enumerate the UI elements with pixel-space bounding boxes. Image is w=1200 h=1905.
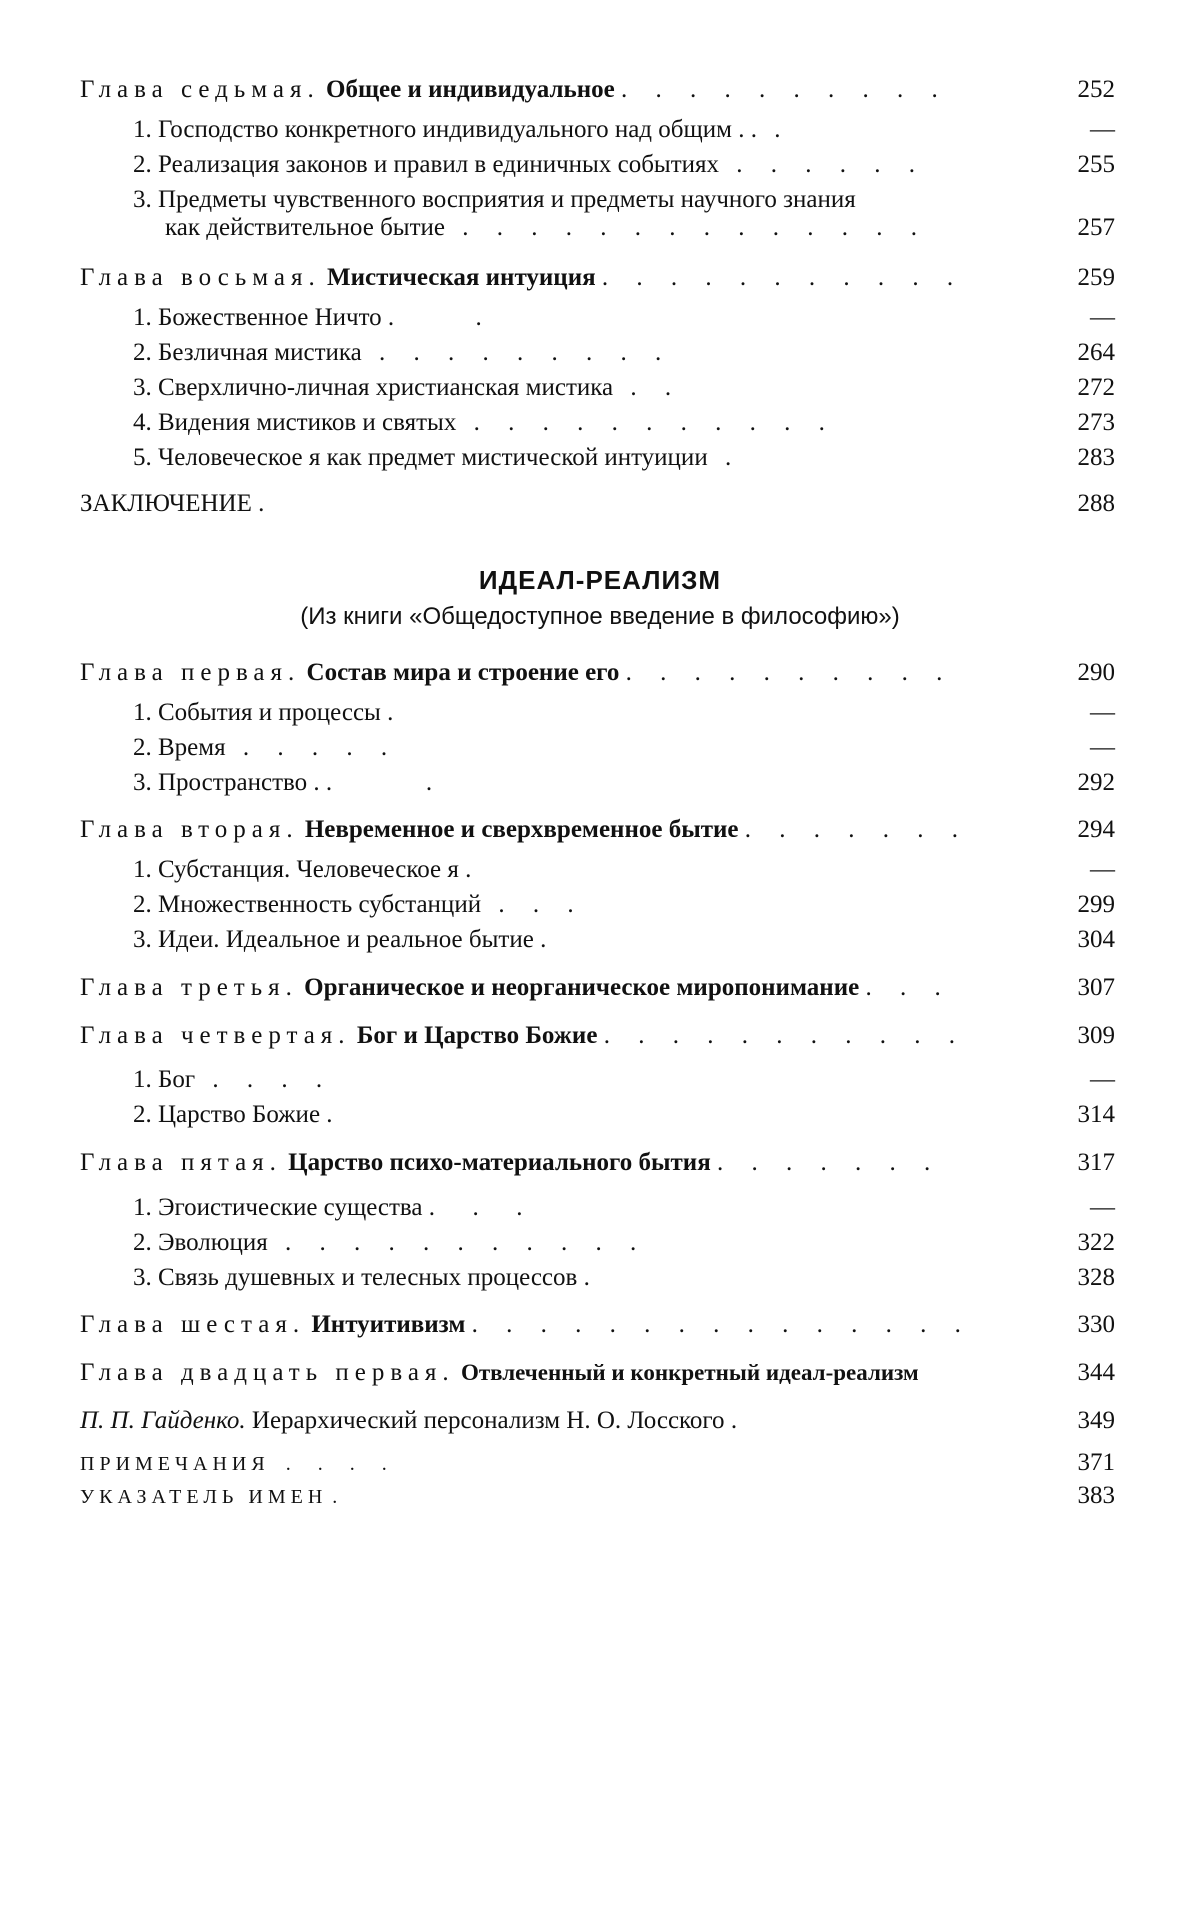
page-number: 344 — [1077, 1359, 1115, 1386]
chapter-title: Состав мира и строение его — [306, 659, 620, 686]
toc-item — [0, 730, 1200, 766]
leader-dots: . — [533, 926, 547, 953]
leader-dots: . . . — [481, 891, 585, 918]
leader-dots: . . . — [865, 974, 952, 1001]
toc-item — [0, 887, 1200, 923]
toc-item — [0, 765, 1200, 801]
section-title: ИДЕАЛ-РЕАЛИЗМ — [478, 565, 722, 595]
toc-item — [0, 335, 1200, 371]
toc-item — [0, 1260, 1200, 1296]
page-number: 299 — [1077, 891, 1115, 918]
toc-conclusion — [0, 486, 1200, 522]
page-number: 283 — [1077, 444, 1115, 471]
page-number: 288 — [1077, 490, 1115, 517]
chapter-prefix: Глава вторая. — [80, 816, 299, 843]
item-text: 3. Связь душевных и телесных процессов — [133, 1264, 578, 1291]
page-number: — — [1090, 1194, 1115, 1221]
page-number: 252 — [1077, 76, 1115, 103]
chapter-prefix: Глава седьмая. — [80, 76, 320, 103]
page-number: 290 — [1077, 659, 1115, 686]
index-label: УКАЗАТЕЛЬ ИМЕН — [80, 1486, 328, 1508]
leader-dots: . . . . . . . . . . . . . . . — [471, 1311, 972, 1338]
item-text: 2. Эволюция — [133, 1229, 268, 1256]
leader-dots: . — [394, 304, 482, 331]
toc-chapter-1 — [0, 655, 1200, 691]
toc-item — [0, 405, 1200, 441]
page-number: 264 — [1077, 339, 1115, 366]
item-text: 3. Пространство — [133, 769, 308, 796]
toc-item — [0, 1190, 1200, 1226]
toc-item — [0, 1062, 1200, 1098]
leader-dots: . . . . . — [225, 734, 399, 761]
toc-chapter-5 — [0, 1145, 1200, 1181]
chapter-title: Царство психо-материального бытия — [288, 1149, 711, 1176]
leader-dots: . — [251, 490, 265, 517]
section-subtitle: (Из книги «Общедоступное введение в философию») — [300, 603, 900, 630]
leader-dots: . . . . . . . . . . . — [601, 264, 965, 291]
leader-dots: . . . . . . — [719, 151, 927, 178]
chapter-title: Невременное и сверхвременное бытие — [304, 816, 739, 843]
toc-item — [0, 852, 1200, 888]
page-number: 349 — [1077, 1407, 1115, 1434]
item-text: 4. Видения мистиков и святых — [133, 409, 457, 436]
page-number: 272 — [1077, 374, 1115, 401]
page-number: 304 — [1077, 926, 1115, 953]
leader-dots: . . . . . . . — [716, 1149, 942, 1176]
page-number: — — [1090, 304, 1115, 331]
leader-dots: . . — [613, 374, 683, 401]
leader-dots: . . . . . . . . . . . — [603, 1022, 966, 1049]
page-number: — — [1090, 116, 1115, 143]
leader-dots: . — [327, 1486, 338, 1508]
leader-dots: . . . — [307, 769, 433, 796]
page-number: 330 — [1077, 1311, 1115, 1338]
toc-index — [0, 1478, 1200, 1514]
item-text: 2. Царство Божие — [133, 1101, 321, 1128]
notes-label: ПРИМЕЧАНИЯ — [80, 1453, 270, 1475]
chapter-title: Отвлеченный и конкретный идеал-реализм — [460, 1360, 919, 1385]
leader-dots: . . . . . . . . . . . — [267, 1229, 648, 1256]
leader-dots: . — [577, 1264, 590, 1291]
toc-item — [0, 112, 1200, 148]
leader-dots: . . . . . . . . . . — [620, 76, 949, 103]
toc-notes — [0, 1445, 1200, 1481]
toc-item — [0, 147, 1200, 183]
toc-chapter-2 — [0, 812, 1200, 848]
chapter-title: Общее и индивидуальное — [326, 76, 615, 103]
afterword-title: Иерархический персонализм Н. О. Лосского — [251, 1407, 725, 1434]
page-number: 371 — [1077, 1449, 1115, 1476]
toc-item — [0, 440, 1200, 476]
toc-chapter-6 — [0, 1307, 1200, 1343]
page-number: 317 — [1077, 1149, 1115, 1176]
leader-dots: . — [380, 699, 394, 726]
page-number: 328 — [1077, 1264, 1115, 1291]
chapter-title: Бог и Царство Божие — [356, 1022, 598, 1049]
item-text: 2. Множественность субстанций — [133, 891, 482, 918]
item-text: 1. Божественное Ничто . — [133, 304, 395, 331]
page-number: 273 — [1077, 409, 1115, 436]
page-number: — — [1090, 1066, 1115, 1093]
toc-item — [0, 695, 1200, 731]
page-number: 322 — [1077, 1229, 1115, 1256]
item-text: 1. Субстанция. Человеческое я . — [133, 856, 472, 883]
leader-dots: . . . . . . . — [744, 816, 969, 843]
page-number: — — [1090, 734, 1115, 761]
item-text: 5. Человеческое я как предмет мистической интуиции — [133, 444, 708, 471]
item-text: 1. Эгоистические существа — [133, 1194, 423, 1221]
toc-item — [0, 922, 1200, 958]
leader-dots: . — [320, 1101, 333, 1128]
leader-dots: . . . . . . . . . . . — [456, 409, 836, 436]
chapter-prefix: Глава шестая. — [80, 1311, 306, 1338]
page-number: 259 — [1077, 264, 1115, 291]
page-number: — — [1090, 699, 1115, 726]
item-text: 2. Реализация законов и правил в единичных событиях — [133, 151, 720, 178]
item-text: 2. Время — [133, 734, 226, 761]
chapter-prefix: Глава третья. — [80, 974, 298, 1001]
toc-item — [0, 1097, 1200, 1133]
page-number: 309 — [1077, 1022, 1115, 1049]
leader-dots: . . . . — [269, 1453, 398, 1475]
toc-afterword — [0, 1403, 1200, 1439]
item-text: 3. Идеи. Идеальное и реальное бытие — [133, 926, 534, 953]
chapter-prefix: Глава четвертая. — [80, 1022, 351, 1049]
item-text: 1. Бог — [133, 1066, 196, 1093]
page-number: 255 — [1077, 151, 1115, 178]
page-number: 314 — [1077, 1101, 1115, 1128]
chapter-prefix: Глава пятая. — [80, 1149, 282, 1176]
page-number: 257 — [1077, 214, 1115, 241]
toc-item — [0, 1225, 1200, 1261]
leader-dots: . . . — [422, 1194, 523, 1221]
toc-chapter-8 — [0, 260, 1200, 296]
leader-dots: . . . . — [195, 1066, 334, 1093]
chapter-prefix: Глава двадцать первая. — [80, 1359, 455, 1386]
leader-dots: . . . . . . . . . . . . . . — [445, 214, 929, 241]
leader-dots: . . . . . . . . . . — [625, 659, 954, 686]
toc-chapter-21 — [0, 1355, 1200, 1391]
toc-item — [0, 300, 1200, 336]
item-text: как действительное бытие — [165, 214, 446, 241]
item-text: 2. Безличная мистика — [133, 339, 362, 366]
toc-chapter-4 — [0, 1018, 1200, 1054]
afterword-author: П. П. Гайденко. — [80, 1407, 246, 1434]
page-number: — — [1090, 856, 1115, 883]
toc-item-continued — [0, 210, 1200, 246]
item-text: 1. События и процессы — [133, 699, 381, 726]
leader-dots: . — [756, 116, 792, 143]
leader-dots: . — [724, 1407, 738, 1434]
chapter-title: Интуитивизм — [311, 1311, 466, 1338]
toc-chapter-7 — [0, 72, 1200, 108]
chapter-title: Органическое и неорганическое миропонимание — [304, 974, 860, 1001]
item-text: 3. Предметы чувственного восприятия и предметы научного знания — [133, 186, 856, 213]
page-number: 292 — [1077, 769, 1115, 796]
leader-dots: . . . . . . . . . — [361, 339, 673, 366]
item-text: 1. Господство конкретного индивидуального над общим . . — [133, 116, 757, 143]
conclusion-label: ЗАКЛЮЧЕНИЕ — [80, 490, 252, 517]
page-number: 383 — [1077, 1482, 1115, 1509]
page-number: 294 — [1077, 816, 1115, 843]
chapter-title: Мистическая интуиция — [326, 264, 596, 291]
toc-chapter-3 — [0, 970, 1200, 1006]
chapter-prefix: Глава первая. — [80, 659, 301, 686]
item-text: 3. Сверхлично-личная христианская мистика — [133, 374, 614, 401]
chapter-prefix: Глава восьмая. — [80, 264, 321, 291]
leader-dots: . — [707, 444, 743, 471]
toc-item — [0, 370, 1200, 406]
page-number: 307 — [1077, 974, 1115, 1001]
